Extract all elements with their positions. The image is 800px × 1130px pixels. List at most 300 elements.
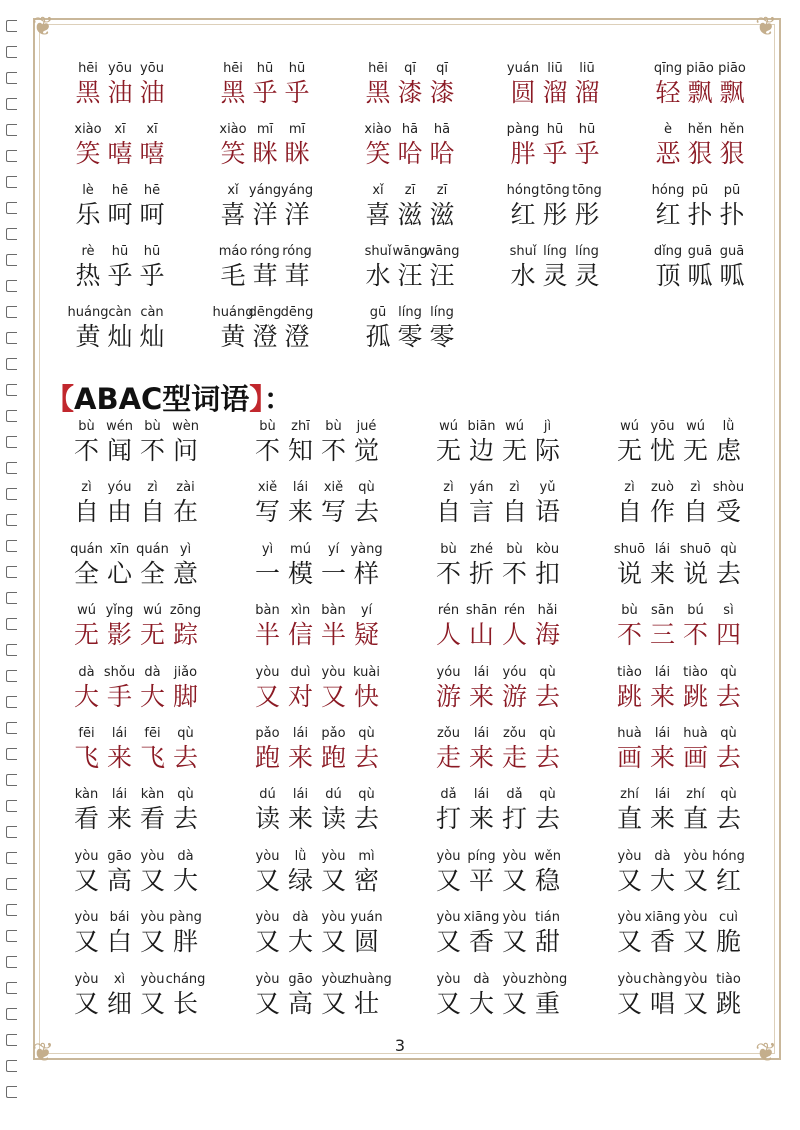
pinyin-syllable: kàn [140,787,165,803]
pinyin-syllable: lǜ [294,848,307,864]
hanzi-character: 又 [616,865,642,895]
hanzi-character: 受 [715,497,741,527]
pinyin-syllable: sān [651,603,674,619]
abb-word [652,182,748,232]
pinyin-syllable: chàng [642,971,683,987]
hanzi-character: 半 [254,620,280,650]
hanzi-character: 绿 [287,865,313,895]
pinyin-syllable: zōng [169,603,202,619]
binding-ring [6,774,17,786]
abac-word [251,664,383,714]
hanzi-character: 又 [73,927,99,957]
pinyin-syllable: bù [325,419,342,434]
pinyin-syllable: lái [292,787,309,803]
hanzi-character: 细 [106,988,132,1018]
pinyin-syllable: piāo [718,61,746,76]
binding-ring [6,72,17,84]
hanzi-character: 来 [649,558,675,588]
pinyin-syllable: zhé [469,541,494,557]
hanzi-character: 又 [254,865,280,895]
pinyin-syllable: lái [111,787,128,803]
hanzi-character: 乎 [252,78,278,107]
hanzi-character: 言 [468,497,494,527]
binding-ring [6,280,17,292]
hanzi-character: 呵 [139,200,165,229]
hanzi-character: 红 [655,200,681,229]
pinyin-syllable: lái [473,726,490,741]
hanzi-character: 不 [254,436,280,465]
pinyin-syllable: shān [465,603,498,619]
binding-ring [6,748,17,760]
hanzi-character: 洋 [284,200,310,229]
hanzi-character: 又 [682,988,708,1018]
hanzi-character: 甜 [534,927,560,957]
hanzi-character: 喜 [220,200,246,229]
hanzi-character: 疑 [353,620,379,650]
hanzi-character: 踪 [172,620,198,650]
hanzi-character: 嘻 [107,139,133,168]
pinyin-syllable: xiāng [644,910,681,926]
pinyin-syllable: shuǐ [509,244,537,259]
hanzi-character: 呱 [719,261,745,290]
hanzi-character: 游 [501,681,527,711]
pinyin-syllable: wāng [392,244,428,259]
hanzi-character: 哈 [397,139,423,168]
pinyin-syllable: xiě [257,480,278,496]
hanzi-character: 茸 [252,261,278,290]
hanzi-character: 狠 [687,139,713,168]
hanzi-character: 又 [435,927,461,957]
hanzi-character: 际 [534,436,560,465]
pinyin-syllable: róng [250,244,280,259]
pinyin-syllable: yòu [617,848,642,864]
pinyin-syllable: yòu [683,910,708,926]
hanzi-character: 三 [649,620,675,650]
pinyin-syllable: xī [114,122,126,137]
hanzi-character: 又 [501,865,527,895]
hanzi-character: 飞 [73,743,99,772]
hanzi-character: 又 [139,927,165,957]
pinyin-syllable: yóu [436,664,461,680]
pinyin-syllable: lái [473,787,490,803]
hanzi-character: 去 [172,743,198,772]
abb-word [212,304,314,354]
pinyin-syllable: guā [687,244,713,259]
pinyin-syllable: yòu [140,910,165,926]
hanzi-character: 又 [254,988,280,1018]
pinyin-syllable: sì [723,603,734,619]
hanzi-character: 去 [715,681,741,711]
hanzi-character: 看 [139,804,165,834]
pinyin-syllable: xǐ [372,183,384,198]
pinyin-syllable: fēi [144,726,161,741]
hanzi-character: 直 [682,804,708,834]
hanzi-character: 影 [106,620,132,650]
hanzi-character: 彤 [542,200,568,229]
heading-text: ABAC型词语 [74,382,250,416]
hanzi-character: 觉 [353,436,379,465]
hanzi-character: 乎 [284,78,310,107]
pinyin-syllable: qù [358,726,375,741]
hanzi-character: 无 [139,620,165,650]
abac-word [432,848,564,898]
hanzi-character: 虑 [715,436,741,465]
pinyin-syllable: bàn [255,603,280,619]
pinyin-syllable: wú [439,419,458,434]
abac-word [613,848,745,898]
binding-ring [6,436,17,448]
pinyin-syllable: jì [543,419,552,434]
binding-ring [6,618,17,630]
hanzi-character: 说 [682,558,708,588]
hanzi-character: 无 [682,436,708,465]
hanzi-character: 笑 [365,139,391,168]
pinyin-syllable: tiào [617,664,642,680]
binding-ring [6,306,17,318]
pinyin-syllable: hēi [223,61,243,76]
hanzi-character: 画 [682,743,708,772]
hanzi-character: 来 [468,743,494,772]
pinyin-syllable: zī [404,183,416,198]
hanzi-character: 澄 [284,322,310,351]
pinyin-syllable: yóu [502,664,527,680]
pinyin-syllable: yòu [255,910,280,926]
hanzi-character: 哈 [429,139,455,168]
pinyin-syllable: zì [690,480,701,496]
binding-ring [6,488,17,500]
pinyin-syllable: yǐng [105,603,134,619]
hanzi-character: 又 [320,988,346,1018]
abb-word [72,182,168,232]
pinyin-syllable: dú [259,787,276,803]
pinyin-syllable: tōng [572,183,602,198]
pinyin-syllable: líng [430,305,454,320]
hanzi-character: 跳 [616,681,642,711]
hanzi-character: 自 [682,497,708,527]
abb-word [72,60,168,110]
pinyin-syllable: cháng [165,971,206,987]
pinyin-syllable: yòu [436,971,461,987]
pinyin-syllable: pǎo [321,726,346,741]
hanzi-character: 眯 [284,139,310,168]
hanzi-character: 人 [435,620,461,650]
pinyin-syllable: yòu [321,848,346,864]
abac-word [70,418,202,468]
pinyin-syllable: yōu [140,61,164,76]
pinyin-syllable: yuán [350,910,383,926]
pinyin-syllable: qù [720,787,737,803]
hanzi-character: 来 [649,681,675,711]
abb-word [507,121,603,171]
hanzi-character: 海 [534,620,560,650]
binding-ring [6,98,17,110]
pinyin-syllable: wú [77,603,96,619]
pinyin-syllable: kòu [535,541,560,557]
hanzi-character: 水 [510,261,536,290]
pinyin-syllable: yōu [650,419,675,434]
hanzi-character: 去 [353,804,379,834]
hanzi-character: 又 [682,865,708,895]
pinyin-syllable: máo [218,244,248,259]
hanzi-character: 又 [435,988,461,1018]
hanzi-character: 茸 [284,261,310,290]
hanzi-character: 无 [501,436,527,465]
pinyin-syllable: bù [78,419,95,434]
hanzi-character: 来 [287,743,313,772]
hanzi-character: 又 [682,927,708,957]
pinyin-syllable: wāng [424,244,460,259]
binding-ring [6,800,17,812]
pinyin-syllable: xiào [219,122,247,137]
hanzi-character: 毛 [220,261,246,290]
abac-word [251,602,383,652]
abac-word [70,725,202,775]
pinyin-syllable: zhí [686,787,705,803]
hanzi-character: 圆 [353,927,379,957]
pinyin-syllable: yòu [255,971,280,987]
pinyin-syllable: yóu [107,480,132,496]
abb-word [362,121,458,171]
hanzi-character: 不 [320,436,346,465]
pinyin-syllable: cuì [719,910,738,926]
pinyin-syllable: lái [654,726,671,741]
pinyin-syllable: xī [146,122,158,137]
binding-ring [6,956,17,968]
pinyin-syllable: hū [143,244,161,259]
heading-colon: ： [263,382,293,416]
heading-open-bracket: 【 [45,382,75,416]
pinyin-syllable: qù [177,726,194,741]
pinyin-syllable: qù [720,726,737,741]
pinyin-syllable: qù [720,541,737,557]
hanzi-character: 来 [468,804,494,834]
hanzi-character: 直 [616,804,642,834]
binding-ring [6,566,17,578]
hanzi-character: 作 [649,497,675,527]
corner-ornament-icon: ❦ [32,12,54,42]
pinyin-syllable: dà [292,910,309,926]
hanzi-character: 零 [397,322,423,351]
pinyin-syllable: yòu [617,971,642,987]
hanzi-character: 不 [682,620,708,650]
pinyin-syllable: pū [723,183,741,198]
hanzi-character: 去 [353,497,379,527]
binding-ring [6,332,17,344]
binding-ring [6,20,17,32]
pinyin-syllable: yòu [74,910,99,926]
hanzi-character: 灵 [574,261,600,290]
pinyin-syllable: líng [575,244,599,259]
hanzi-character: 来 [106,743,132,772]
abac-word [70,786,202,836]
abb-word [72,121,168,171]
hanzi-character: 呱 [687,261,713,290]
hanzi-character: 走 [435,743,461,772]
hanzi-character: 扑 [719,200,745,229]
binding-ring [6,410,17,422]
pinyin-syllable: wú [505,419,524,434]
hanzi-character: 人 [501,620,527,650]
pinyin-syllable: lái [111,726,128,741]
abb-word [507,182,603,232]
hanzi-character: 打 [435,804,461,834]
pinyin-syllable: qù [720,664,737,680]
hanzi-character: 对 [287,681,313,711]
pinyin-syllable: bú [687,603,704,619]
pinyin-syllable: dà [78,664,95,680]
hanzi-character: 不 [73,436,99,465]
hanzi-character: 走 [501,743,527,772]
pinyin-syllable: zǒu [436,726,461,741]
abac-word [432,725,564,775]
corner-ornament-icon: ❦ [755,1038,777,1068]
pinyin-syllable: yōu [108,61,132,76]
hanzi-character: 油 [139,78,165,107]
hanzi-character: 滋 [397,200,423,229]
pinyin-syllable: qù [358,787,375,803]
binding-ring [6,462,17,474]
hanzi-character: 读 [254,804,280,834]
hanzi-character: 全 [73,558,99,588]
pinyin-syllable: rén [437,603,460,619]
hanzi-character: 乐 [75,200,101,229]
hanzi-character: 飞 [139,743,165,772]
pinyin-syllable: lái [473,664,490,680]
hanzi-character: 去 [715,804,741,834]
abac-word [613,479,745,529]
hanzi-character: 去 [353,743,379,772]
pinyin-syllable: xǐ [227,183,239,198]
abac-word [613,418,745,468]
hanzi-character: 黑 [365,78,391,107]
pinyin-syllable: yì [179,541,192,557]
pinyin-syllable: yán [469,480,494,496]
pinyin-syllable: qù [539,726,556,741]
binding-ring [6,358,17,370]
hanzi-character: 大 [287,927,313,957]
abac-word [70,664,202,714]
hanzi-character: 信 [287,620,313,650]
abb-word [652,60,748,110]
hanzi-character: 眯 [252,139,278,168]
pinyin-syllable: è [664,122,672,137]
pinyin-syllable: bù [144,419,161,434]
hanzi-character: 打 [501,804,527,834]
abac-word [432,479,564,529]
abac-word [251,848,383,898]
decorative-page-frame [33,18,781,1060]
binding-ring [6,982,17,994]
pinyin-syllable: lè [82,183,94,198]
hanzi-character: 又 [320,865,346,895]
pinyin-syllable: zì [147,480,158,496]
pinyin-syllable: lái [654,787,671,803]
pinyin-syllable: yòu [436,848,461,864]
abac-word [613,786,745,836]
abac-word [613,664,745,714]
pinyin-syllable: yòu [683,848,708,864]
pinyin-syllable: xīn [109,541,130,557]
hanzi-character: 喜 [365,200,391,229]
pinyin-syllable: yí [327,541,340,557]
hanzi-character: 平 [468,865,494,895]
pinyin-syllable: yòu [255,664,280,680]
pinyin-syllable: càn [108,305,132,320]
hanzi-character: 密 [353,865,379,895]
pinyin-syllable: yòu [321,910,346,926]
pinyin-syllable: xìn [290,603,311,619]
hanzi-character: 读 [320,804,346,834]
pinyin-syllable: quán [70,541,103,557]
pinyin-syllable: yòu [255,848,280,864]
binding-ring [6,150,17,162]
hanzi-character: 轻 [655,78,681,107]
hanzi-character: 又 [254,927,280,957]
pinyin-syllable: pàng [169,910,202,926]
hanzi-character: 不 [139,436,165,465]
pinyin-syllable: qī [404,61,416,76]
hanzi-character: 黑 [220,78,246,107]
hanzi-character: 香 [649,927,675,957]
hanzi-character: 恶 [655,139,681,168]
section-heading-abac [45,379,293,419]
hanzi-character: 说 [616,558,642,588]
hanzi-character: 又 [73,988,99,1018]
pinyin-syllable: yòu [502,910,527,926]
hanzi-character: 灿 [107,322,133,351]
pinyin-syllable: zì [443,480,454,496]
pinyin-syllable: dǐng [653,244,683,259]
abb-word [217,60,313,110]
hanzi-character: 彤 [574,200,600,229]
hanzi-character: 模 [287,558,313,588]
pinyin-syllable: yáng [248,183,282,198]
pinyin-syllable: lái [292,480,309,496]
binding-ring [6,592,17,604]
pinyin-syllable: wú [143,603,162,619]
pinyin-syllable: dà [177,848,194,864]
hanzi-character: 不 [435,558,461,588]
pinyin-syllable: wú [686,419,705,434]
pinyin-syllable: xiě [323,480,344,496]
abb-word [67,304,168,354]
hanzi-character: 孤 [365,322,391,351]
hanzi-character: 汪 [397,261,423,290]
hanzi-character: 知 [287,436,313,465]
hanzi-character: 边 [468,436,494,465]
pinyin-syllable: xiào [364,122,392,137]
pinyin-syllable: yòu [74,848,99,864]
hanzi-character: 红 [715,865,741,895]
hanzi-character: 狠 [719,139,745,168]
pinyin-syllable: càn [140,305,164,320]
hanzi-character: 山 [468,620,494,650]
pinyin-syllable: jué [356,419,377,434]
pinyin-syllable: gāo [107,848,132,864]
abb-word [217,121,313,171]
pinyin-syllable: yòu [74,971,99,987]
binding-ring [6,1086,17,1098]
hanzi-character: 香 [468,927,494,957]
abb-word [362,182,458,232]
abb-word [362,243,458,293]
hanzi-character: 滋 [429,200,455,229]
abac-word [251,725,383,775]
pinyin-syllable: lái [292,726,309,741]
hanzi-character: 洋 [252,200,278,229]
pinyin-syllable: hēi [368,61,388,76]
pinyin-syllable: zǒu [502,726,527,741]
